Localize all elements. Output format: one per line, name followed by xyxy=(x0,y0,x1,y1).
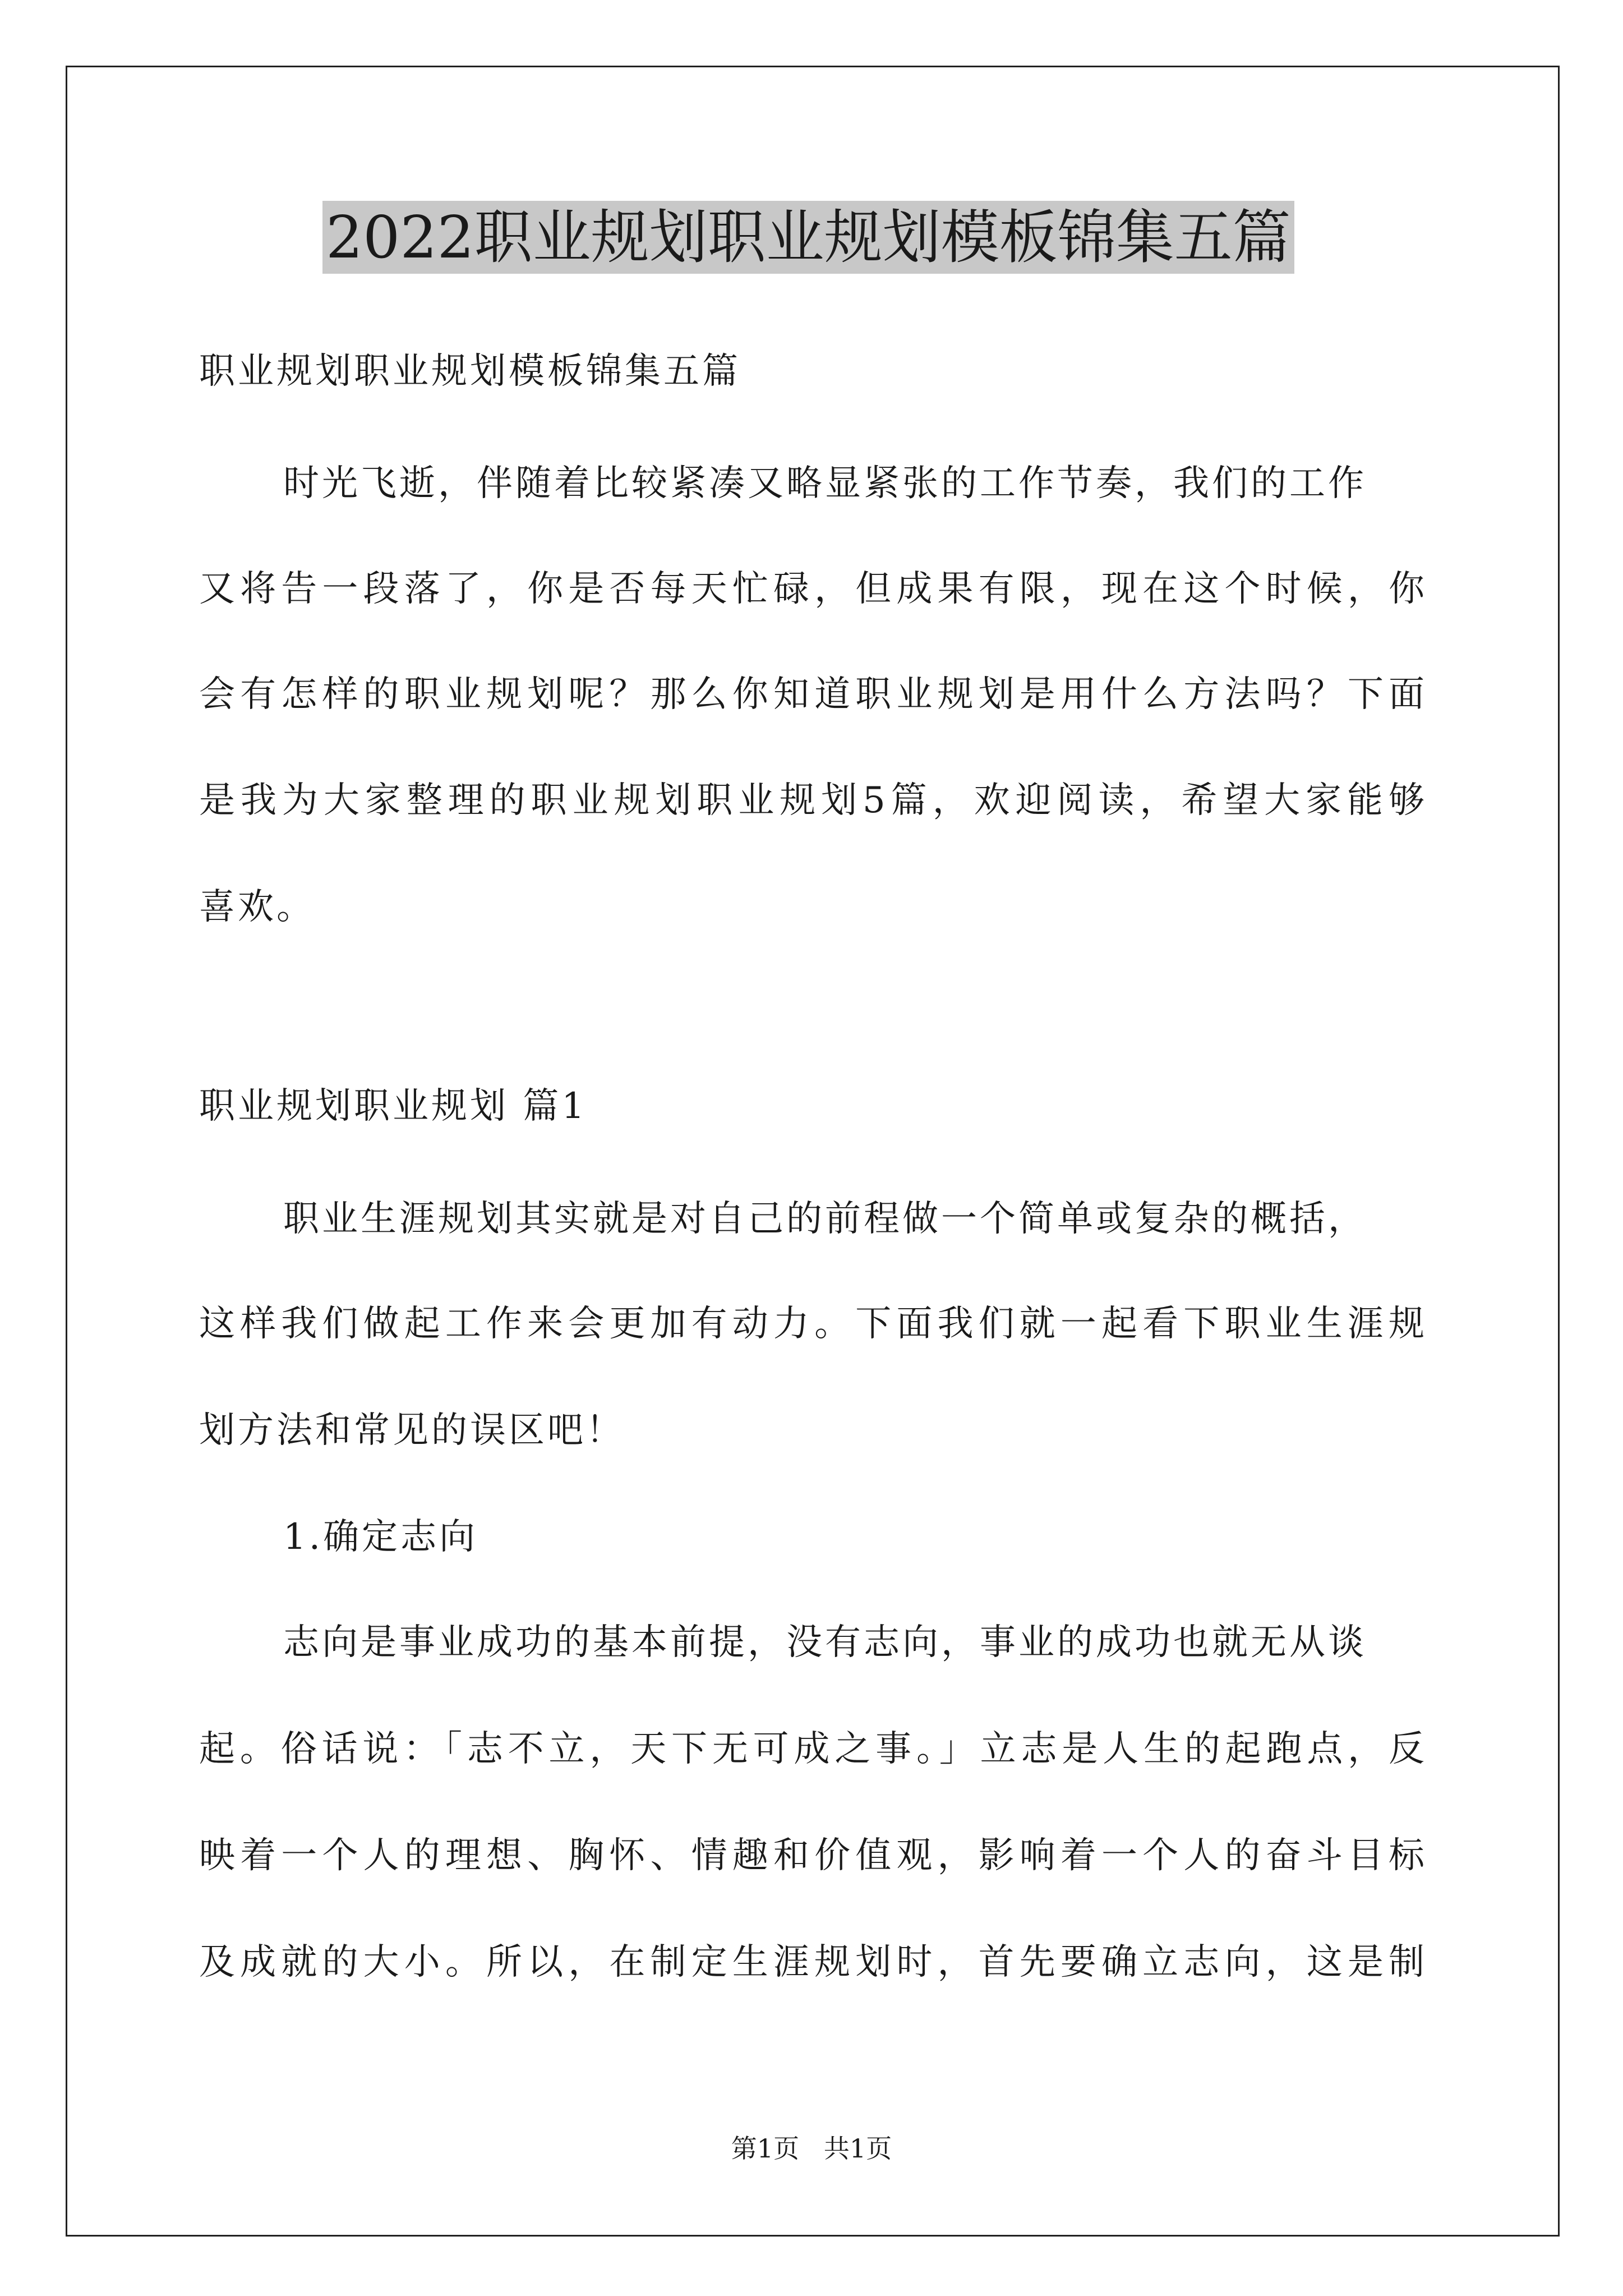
document-subtitle: 职业规划职业规划模板锦集五篇 xyxy=(199,351,741,392)
section-line-1: 职业生涯规划其实就是对自己的前程做一个简单或复杂的概括， xyxy=(283,1198,1367,1240)
item-heading: 1.确定志向 xyxy=(283,1516,478,1558)
item-line-4: 及成就的大小。所以，在制定生涯规划时，首先要确立志向，这是制 xyxy=(199,1941,1427,1983)
section-line-2: 这样我们做起工作来会更加有动力。下面我们就一起看下职业生涯规 xyxy=(199,1303,1427,1345)
item-line-1: 志向是事业成功的基本前提，没有志向，事业的成功也就无从谈 xyxy=(283,1622,1367,1663)
document-title: 2022职业规划职业规划模板锦集五篇 xyxy=(322,201,1294,274)
intro-line-5: 喜欢。 xyxy=(199,886,315,928)
intro-line-3: 会有怎样的职业规划呢？那么你知道职业规划是用什么方法吗？下面 xyxy=(199,674,1427,715)
item-line-2: 起。俗话说：「志不立，天下无可成之事。」立志是人生的起跑点，反 xyxy=(199,1728,1427,1770)
intro-line-4: 是我为大家整理的职业规划职业规划5篇，欢迎阅读，希望大家能够 xyxy=(199,780,1427,821)
page-number-footer: 第1页 共1页 xyxy=(731,2133,892,2164)
section-heading: 职业规划职业规划 篇1 xyxy=(199,1085,588,1127)
section-line-3: 划方法和常见的误区吧！ xyxy=(199,1410,625,1451)
intro-line-1: 时光飞逝，伴随着比较紧凑又略显紧张的工作节奏，我们的工作 xyxy=(283,463,1367,504)
intro-line-2: 又将告一段落了，你是否每天忙碌，但成果有限，现在这个时候，你 xyxy=(199,568,1427,610)
item-line-3: 映着一个人的理想、胸怀、情趣和价值观，影响着一个人的奋斗目标 xyxy=(199,1835,1427,1876)
